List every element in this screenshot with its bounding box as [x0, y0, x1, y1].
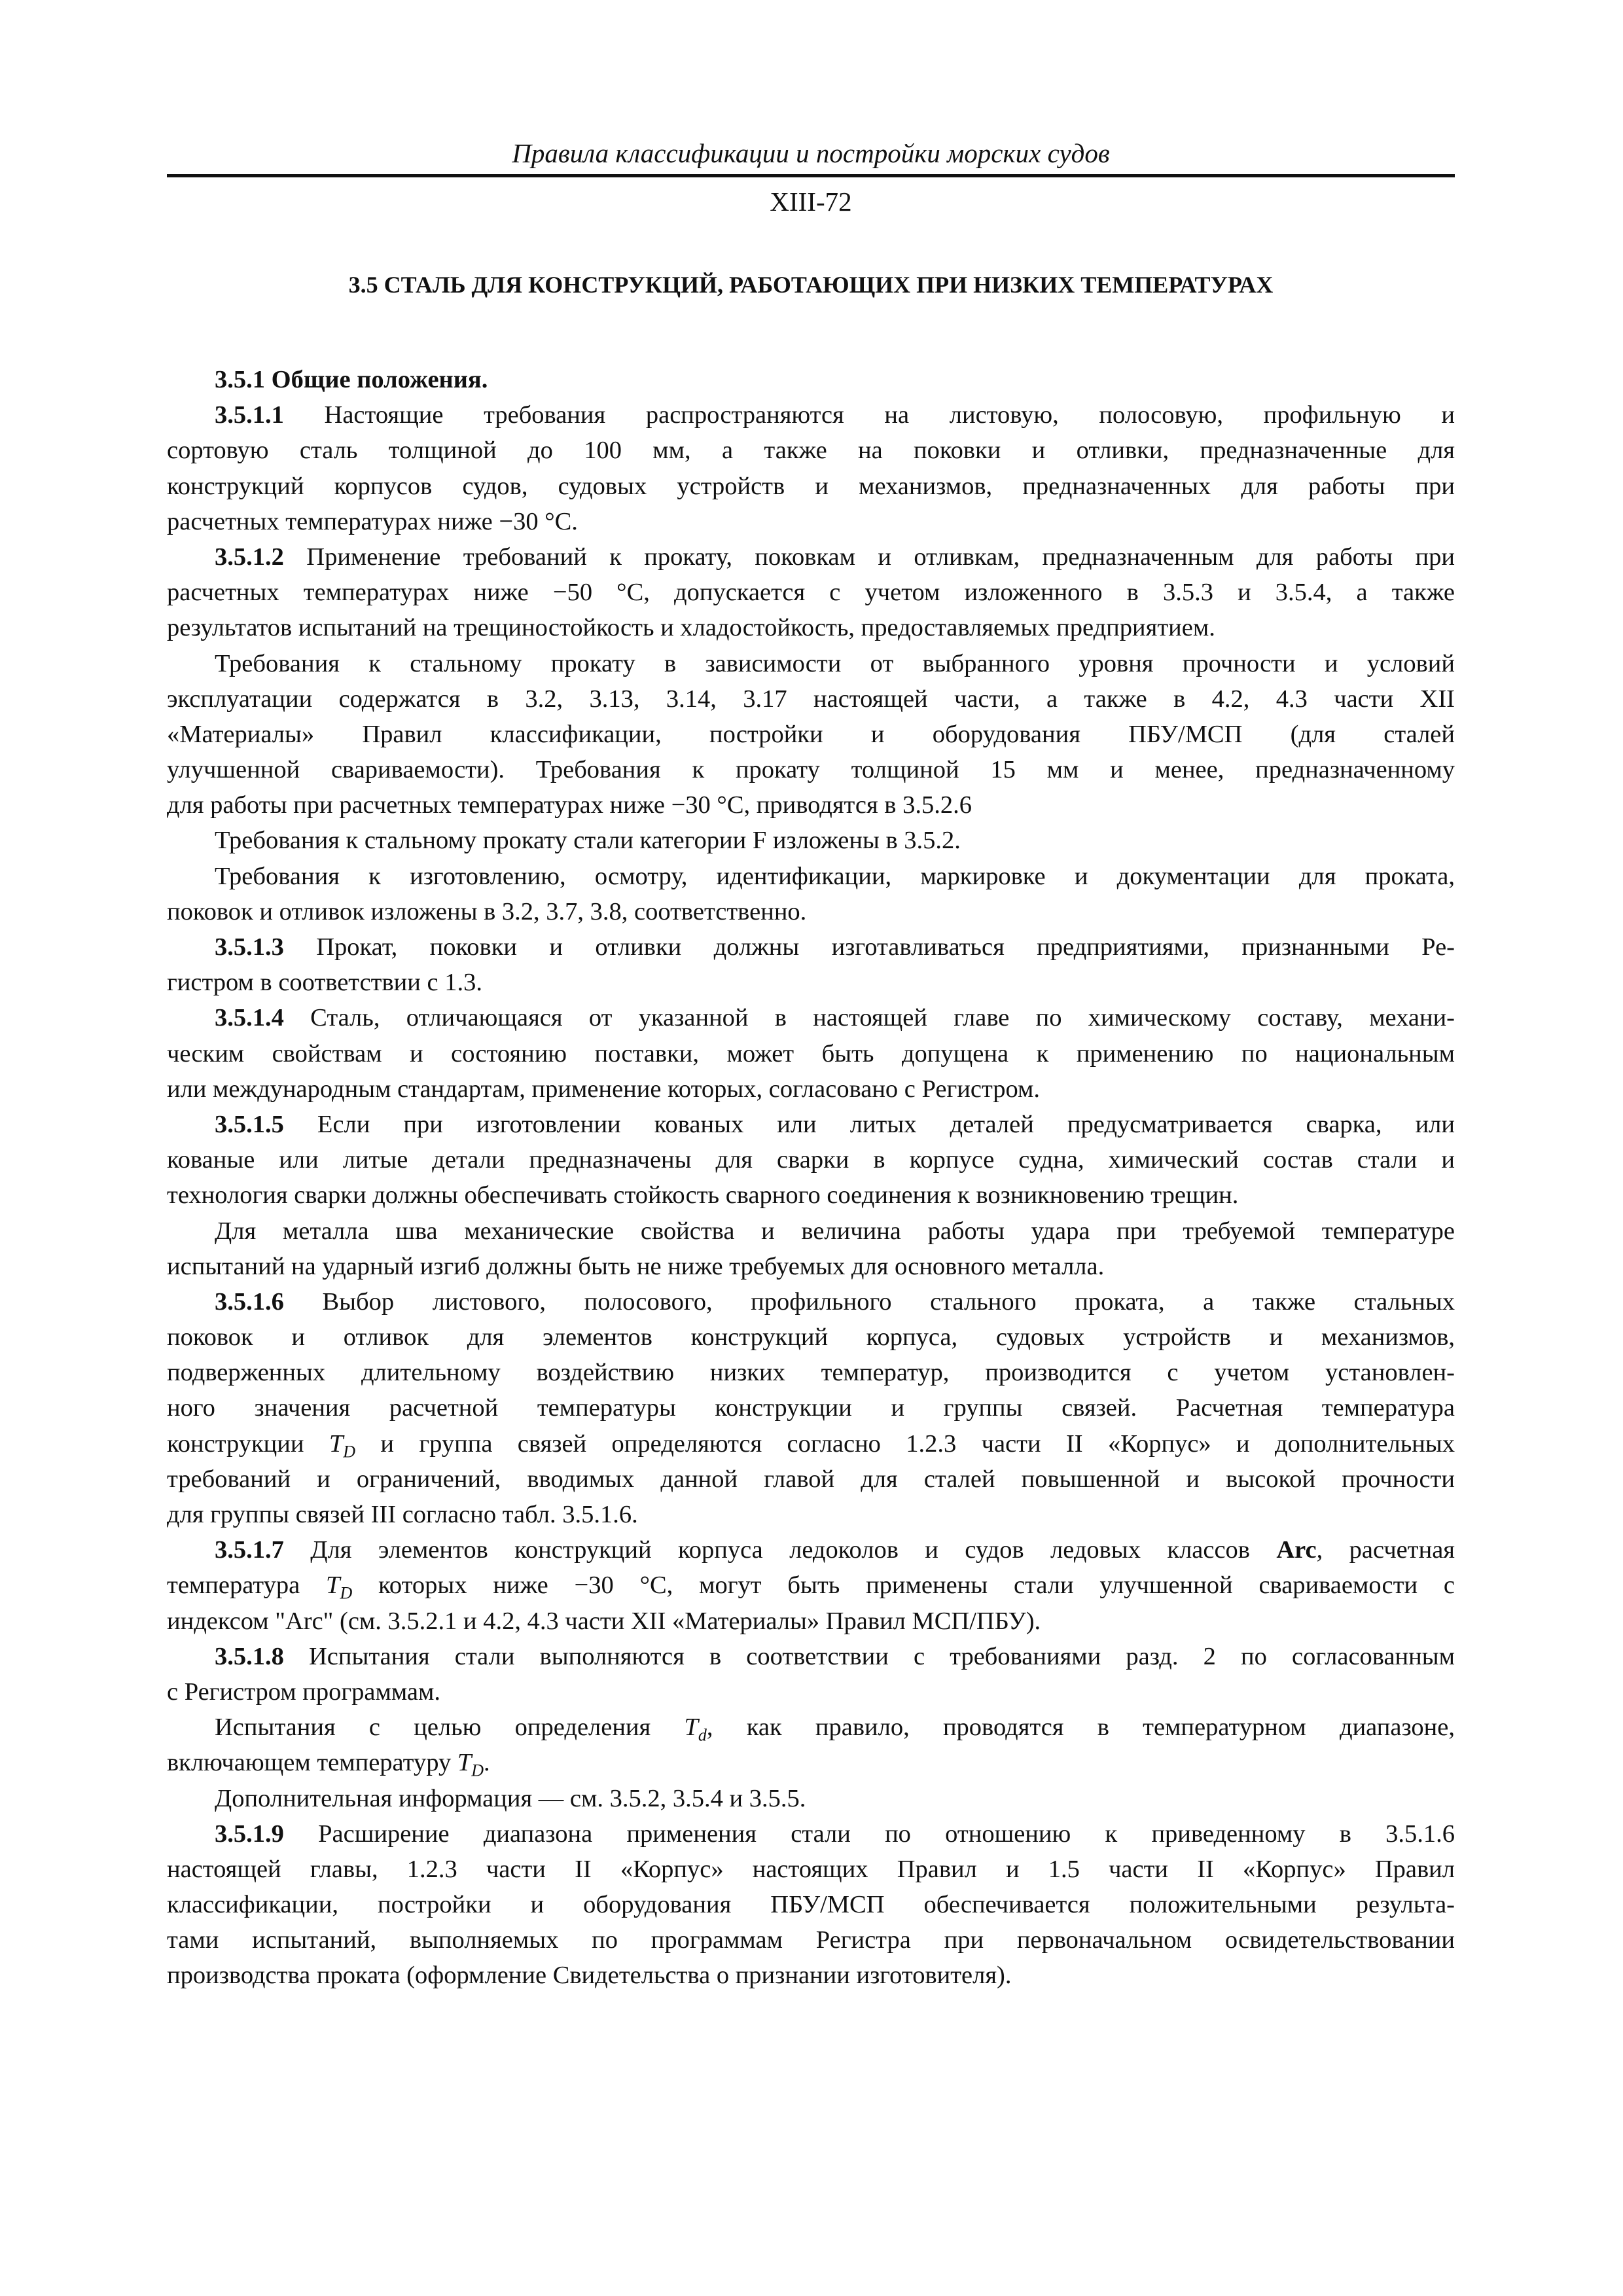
symbol-td: $T_D$: [329, 1429, 356, 1462]
header-rule: [167, 174, 1455, 177]
paragraph-number: 3.5.1.5: [215, 1110, 284, 1138]
paragraph-3-5-1-1: 3.5.1.1 Настоящие требования распространяются на листовую, полосовую, профильную и сортовую сталь толщиной до 100 мм, а также на поковки и отливки, предназначенные для конструкций корпусов судов, судовых устройств и механизмов, предназначенных для работы при расчетных температурах ниже −30 °С.: [167, 401, 1455, 535]
symbol-td-lower: $T_d$: [684, 1713, 707, 1745]
paragraph-3-5-1-8: 3.5.1.8 Испытания стали выполняются в соответствии с требованиями разд. 2 по согласованным с Регистром программам.: [167, 1642, 1455, 1706]
running-title: Правила классификации и постройки морских судов: [512, 138, 1110, 168]
symbol-td: $T_D$: [457, 1749, 484, 1780]
paragraph-3-5-1-7: 3.5.1.7 Для элементов конструкций корпуса ледоколов и судов ледовых классов Arc, расчетная температура $T_D$ которых ниже −30 °С, могут быть применены стали улучшенной свариваемости с индексом "Arc" (см. 3.5.2.1 и 4.2, 4.3 части XII «Материалы» Правил МСП/ПБУ).: [167, 1536, 1455, 1635]
body-text: [167, 362, 1455, 1994]
subsection-heading: 3.5.1 Общие положения.: [215, 366, 488, 393]
paragraph-number: 3.5.1.7: [215, 1536, 284, 1564]
paragraph-number: 3.5.1.8: [215, 1642, 284, 1670]
paragraph-number: 3.5.1.1: [215, 401, 284, 429]
paragraph-3-5-1-3: 3.5.1.3 Прокат, поковки и отливки должны изготавливаться предприятиями, признанными Ре- гистром в соответствии с 1.3.: [167, 933, 1455, 997]
paragraph-requirements-rolled: Требования к стальному прокату в зависимости от выбранного уровня прочности и условий эксплуатации содержатся в 3.2, 3.13, 3.14, 3.17 настоящей части, а также в 4.2, 4.3 части XII «Материалы» Правил классификации, постройки и оборудования ПБУ/МСП (для сталей улучшенной свариваемости). Требования к прокату толщиной 15 мм и менее, предназначенному для работы при расчетных температурах ниже −30 °С, приводятся в 3.5.2.6: [167, 649, 1455, 819]
paragraph-weld-metal: Для металла шва механические свойства и величина работы удара при требуемой температуре испытаний на ударный изгиб должны быть не ниже требуемых для основного металла.: [167, 1217, 1455, 1280]
symbol-td: $T_D$: [326, 1571, 353, 1604]
paragraph-requirements-category-f: Требования к стальному прокату стали категории F изложены в 3.5.2.: [215, 827, 961, 855]
paragraph-3-5-1-4: 3.5.1.4 Сталь, отличающаяся от указанной в настоящей главе по химическому составу, механи- ческим свойствам и состоянию поставки, может быть допущена к применению по национальным или международным стандартам, применение которых, согласовано с Регистром.: [167, 1004, 1455, 1103]
paragraph-3-5-1-9: 3.5.1.9 Расширение диапазона применения стали по отношению к приведенному в 3.5.1.6 настоящей главы, 1.2.3 части II «Корпус» настоящих Правил и 1.5 части II «Корпус» Правил классификации, постройки и оборудования ПБУ/МСП обеспечивается положительными результа- тами испытаний, выполняемых по программам Регистра при первоначальном освидетельствовании производства проката (оформление Свидетельства о признании изготовителя).: [167, 1820, 1455, 1990]
paragraph-number: 3.5.1.6: [215, 1287, 284, 1316]
paragraph-number: 3.5.1.2: [215, 543, 284, 571]
paragraph-3-5-1-2: 3.5.1.2 Применение требований к прокату, поковкам и отливкам, предназначенным для работы при расчетных температурах ниже −50 °С, допускается с учетом изложенного в 3.5.3 и 3.5.4, а также результатов испытаний на трещиностойкость и хладостойкость, предоставляемых предприятием.: [167, 543, 1455, 642]
paragraph-3-5-1-6: 3.5.1.6 Выбор листового, полосового, профильного стального проката, а также стальных поковок и отливок для элементов конструкций корпуса, судовых устройств и механизмов, подверженных длительному воздействию низких температур, производится с учетом установлен- ного значения расчетной температуры конструкции и группы связей. Расчетная температура конструкции $T_D$ и группа связей определяются согласно 1.2.3 части II «Корпус» и дополнительных требований и ограничений, вводимых данной главой для сталей повышенной и высокой прочности для группы связей III согласно табл. 3.5.1.6.: [167, 1287, 1455, 1528]
page-number: XIII-72: [770, 187, 852, 217]
paragraph-additional-info: Дополнительная информация — см. 3.5.2, 3.5.4 и 3.5.5.: [215, 1784, 806, 1812]
ice-class-arc: Arc: [1276, 1536, 1317, 1564]
section-title: 3.5 СТАЛЬ ДЛЯ КОНСТРУКЦИЙ, РАБОТАЮЩИХ ПРИ НИЗКИХ ТЕМПЕРАТУРАХ: [348, 272, 1274, 298]
paragraph-requirements-manufacture: Требования к изготовлению, осмотру, идентификации, маркировке и документации для проката, поковок и отливок изложены в 3.2, 3.7, 3.8, соответственно.: [167, 862, 1455, 925]
paragraph-number: 3.5.1.9: [215, 1820, 284, 1848]
paragraph-number: 3.5.1.4: [215, 1004, 284, 1032]
paragraph-3-5-1-5: 3.5.1.5 Если при изготовлении кованых или литых деталей предусматривается сварка, или кованые или литые детали предназначены для сварки в корпусе судна, химический состав стали и технология сварки должны обеспечивать стойкость сварного соединения к возникновению трещин.: [167, 1110, 1455, 1210]
paragraph-tests-td: Испытания с целью определения $T_d$, как правило, проводятся в температурном диапазоне, включающем температуру $T_D$.: [167, 1713, 1455, 1780]
paragraph-number: 3.5.1.3: [215, 933, 284, 961]
